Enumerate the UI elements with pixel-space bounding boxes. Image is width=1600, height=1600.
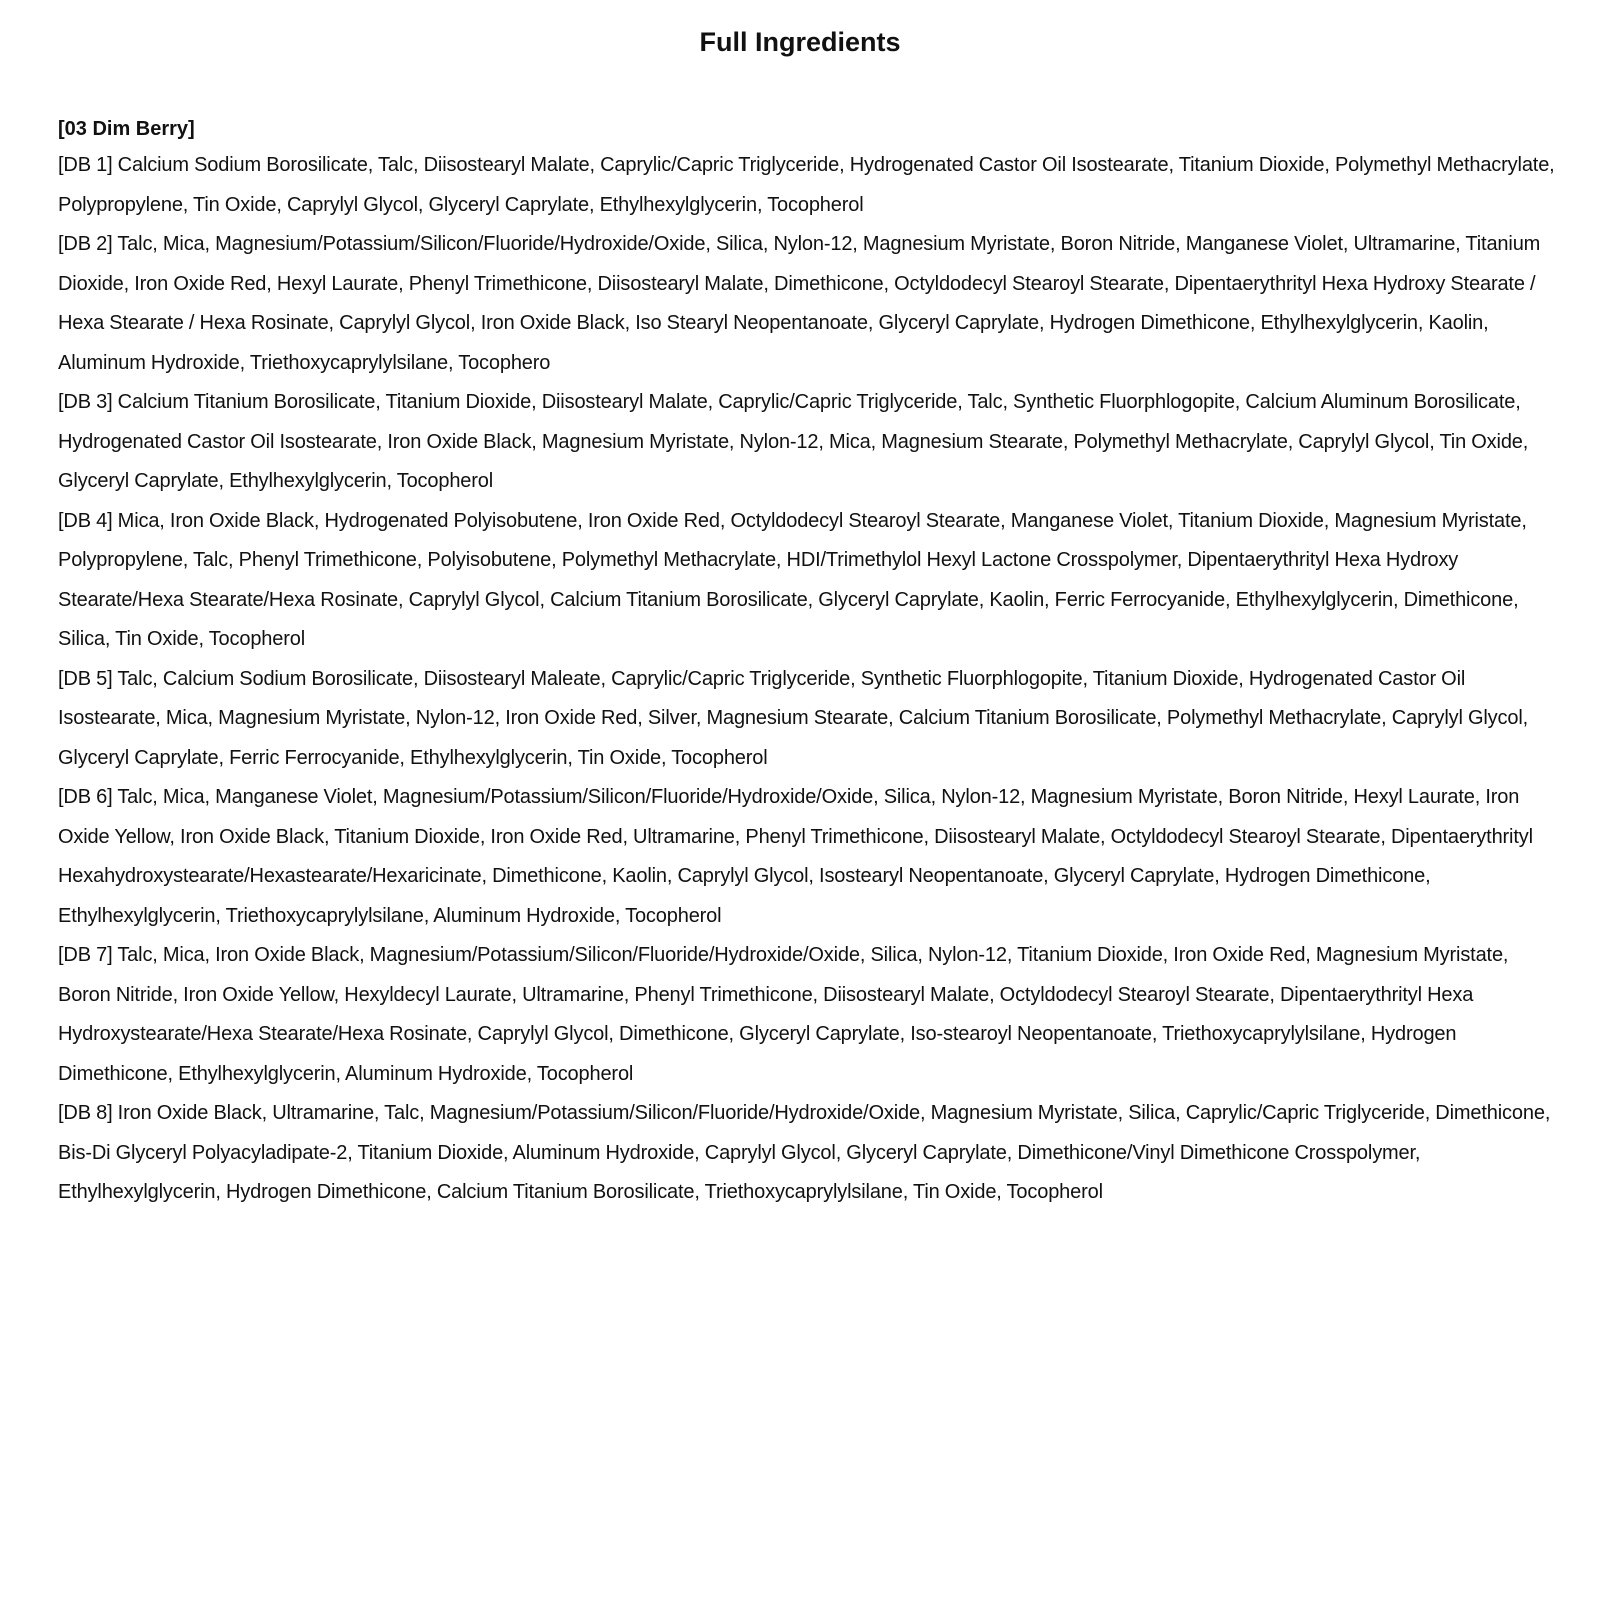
ingredient-entry-db8: [DB 8] Iron Oxide Black, Ultramarine, Talc, Magnesium/Potassium/Silicon/Fluoride/Hydroxide/Oxide, Magnesium Myristate, Silica, Caprylic/Capric Triglyceride, Dimethicone, Bis-Di Glyceryl Polyacyladipate-2, Titanium Dioxide, Aluminum Hydroxide, Caprylyl Glycol, Glyceryl Caprylate, Dimethicone/Vinyl Dimethicone Crosspolymer, Ethylhexylglycerin, Hydrogen Dimethicone, Calcium Titanium Borosilicate, Triethoxycaprylylsilane, Tin Oxide, Tocopherol — [58, 1102, 1551, 1203]
ingredient-entry-db1: [DB 1] Calcium Sodium Borosilicate, Talc, Diisostearyl Malate, Caprylic/Capric Triglyceride, Hydrogenated Castor Oil Isostearate, Titanium Dioxide, Polymethyl Methacrylate, Polypropylene, Tin Oxide, Caprylyl Glycol, Glyceryl Caprylate, Ethylhexylglycerin, Tocopherol — [58, 154, 1555, 216]
ingredient-entry-db6: [DB 6] Talc, Mica, Manganese Violet, Magnesium/Potassium/Silicon/Fluoride/Hydroxide/Oxide, Silica, Nylon-12, Magnesium Myristate, Boron Nitride, Hexyl Laurate, Iron Oxide Yellow, Iron Oxide Black, Titanium Dioxide, Iron Oxide Red, Ultramarine, Phenyl Trimethicone, Diisostearyl Malate, Octyldodecyl Stearoyl Stearate, Dipentaerythrityl Hexahydroxystearate/Hexastearate/Hexaricinate, Dimethicone, Kaolin, Caprylyl Glycol, Isostearyl Neopentanoate, Glyceryl Caprylate, Hydrogen Dimethicone, Ethylhexylglycerin, Triethoxycaprylylsilane, Aluminum Hydroxide, Tocopherol — [58, 786, 1533, 927]
ingredient-entry-db2: [DB 2] Talc, Mica, Magnesium/Potassium/Silicon/Fluoride/Hydroxide/Oxide, Silica, Nylon-12, Magnesium Myristate, Boron Nitride, Manganese Violet, Ultramarine, Titanium Dioxide, Iron Oxide Red, Hexyl Laurate, Phenyl Trimethicone, Diisostearyl Malate, Dimethicone, Octyldodecyl Stearoyl Stearate, Dipentaerythrityl Hexa Hydroxy Stearate / Hexa Stearate / Hexa Rosinate, Caprylyl Glycol, Iron Oxide Black, Iso Stearyl Neopentanoate, Glyceryl Caprylate, Hydrogen Dimethicone, Ethylhexylglycerin, Kaolin, Aluminum Hydroxide, Triethoxycaprylylsilane, Tocophero — [58, 233, 1541, 374]
page-title: Full Ingredients — [699, 27, 901, 57]
ingredients-content — [58, 112, 1558, 1213]
ingredient-entry-db5: [DB 5] Talc, Calcium Sodium Borosilicate, Diisostearyl Maleate, Caprylic/Capric Triglyceride, Synthetic Fluorphlogopite, Titanium Dioxide, Hydrogenated Castor Oil Isostearate, Mica, Magnesium Myristate, Nylon-12, Iron Oxide Red, Silver, Magnesium Stearate, Calcium Titanium Borosilicate, Polymethyl Methacrylate, Caprylyl Glycol, Glyceryl Caprylate, Ferric Ferrocyanide, Ethylhexylglycerin, Tin Oxide, Tocopherol — [58, 667, 1529, 769]
ingredient-entry-db3: [DB 3] Calcium Titanium Borosilicate, Titanium Dioxide, Diisostearyl Malate, Caprylic/Capric Triglyceride, Talc, Synthetic Fluorphlogopite, Calcium Aluminum Borosilicate, Hydrogenated Castor Oil Isostearate, Iron Oxide Black, Magnesium Myristate, Nylon-12, Mica, Magnesium Stearate, Polymethyl Methacrylate, Caprylyl Glycol, Tin Oxide, Glyceryl Caprylate, Ethylhexylglycerin, Tocopherol — [58, 391, 1529, 492]
ingredient-entry-db4: [DB 4] Mica, Iron Oxide Black, Hydrogenated Polyisobutene, Iron Oxide Red, Octyldodecyl Stearoyl Stearate, Manganese Violet, Titanium Dioxide, Magnesium Myristate, Polypropylene, Talc, Phenyl Trimethicone, Polyisobutene, Polymethyl Methacrylate, HDI/Trimethylol Hexyl Lactone Crosspolymer, Dipentaerythrityl Hexa Hydroxy Stearate/Hexa Stearate/Hexa Rosinate, Caprylyl Glycol, Calcium Titanium Borosilicate, Glyceryl Caprylate, Kaolin, Ferric Ferrocyanide, Ethylhexylglycerin, Dimethicone, Silica, Tin Oxide, Tocopherol — [58, 509, 1527, 650]
ingredient-entry-db7: [DB 7] Talc, Mica, Iron Oxide Black, Magnesium/Potassium/Silicon/Fluoride/Hydroxide/Oxide, Silica, Nylon-12, Titanium Dioxide, Iron Oxide Red, Magnesium Myristate, Boron Nitride, Iron Oxide Yellow, Hexyldecyl Laurate, Ultramarine, Phenyl Trimethicone, Diisostearyl Malate, Octyldodecyl Stearoyl Stearate, Dipentaerythrityl Hexa Hydroxystearate/Hexa Stearate/Hexa Rosinate, Caprylyl Glycol, Dimethicone, Glyceryl Caprylate, Iso-stearoyl Neopentanoate, Triethoxycaprylylsilane, Hydrogen Dimethicone, Ethylhexylglycerin, Aluminum Hydroxide, Tocopherol — [58, 944, 1509, 1085]
shade-section-title: [03 Dim Berry] — [58, 118, 195, 140]
